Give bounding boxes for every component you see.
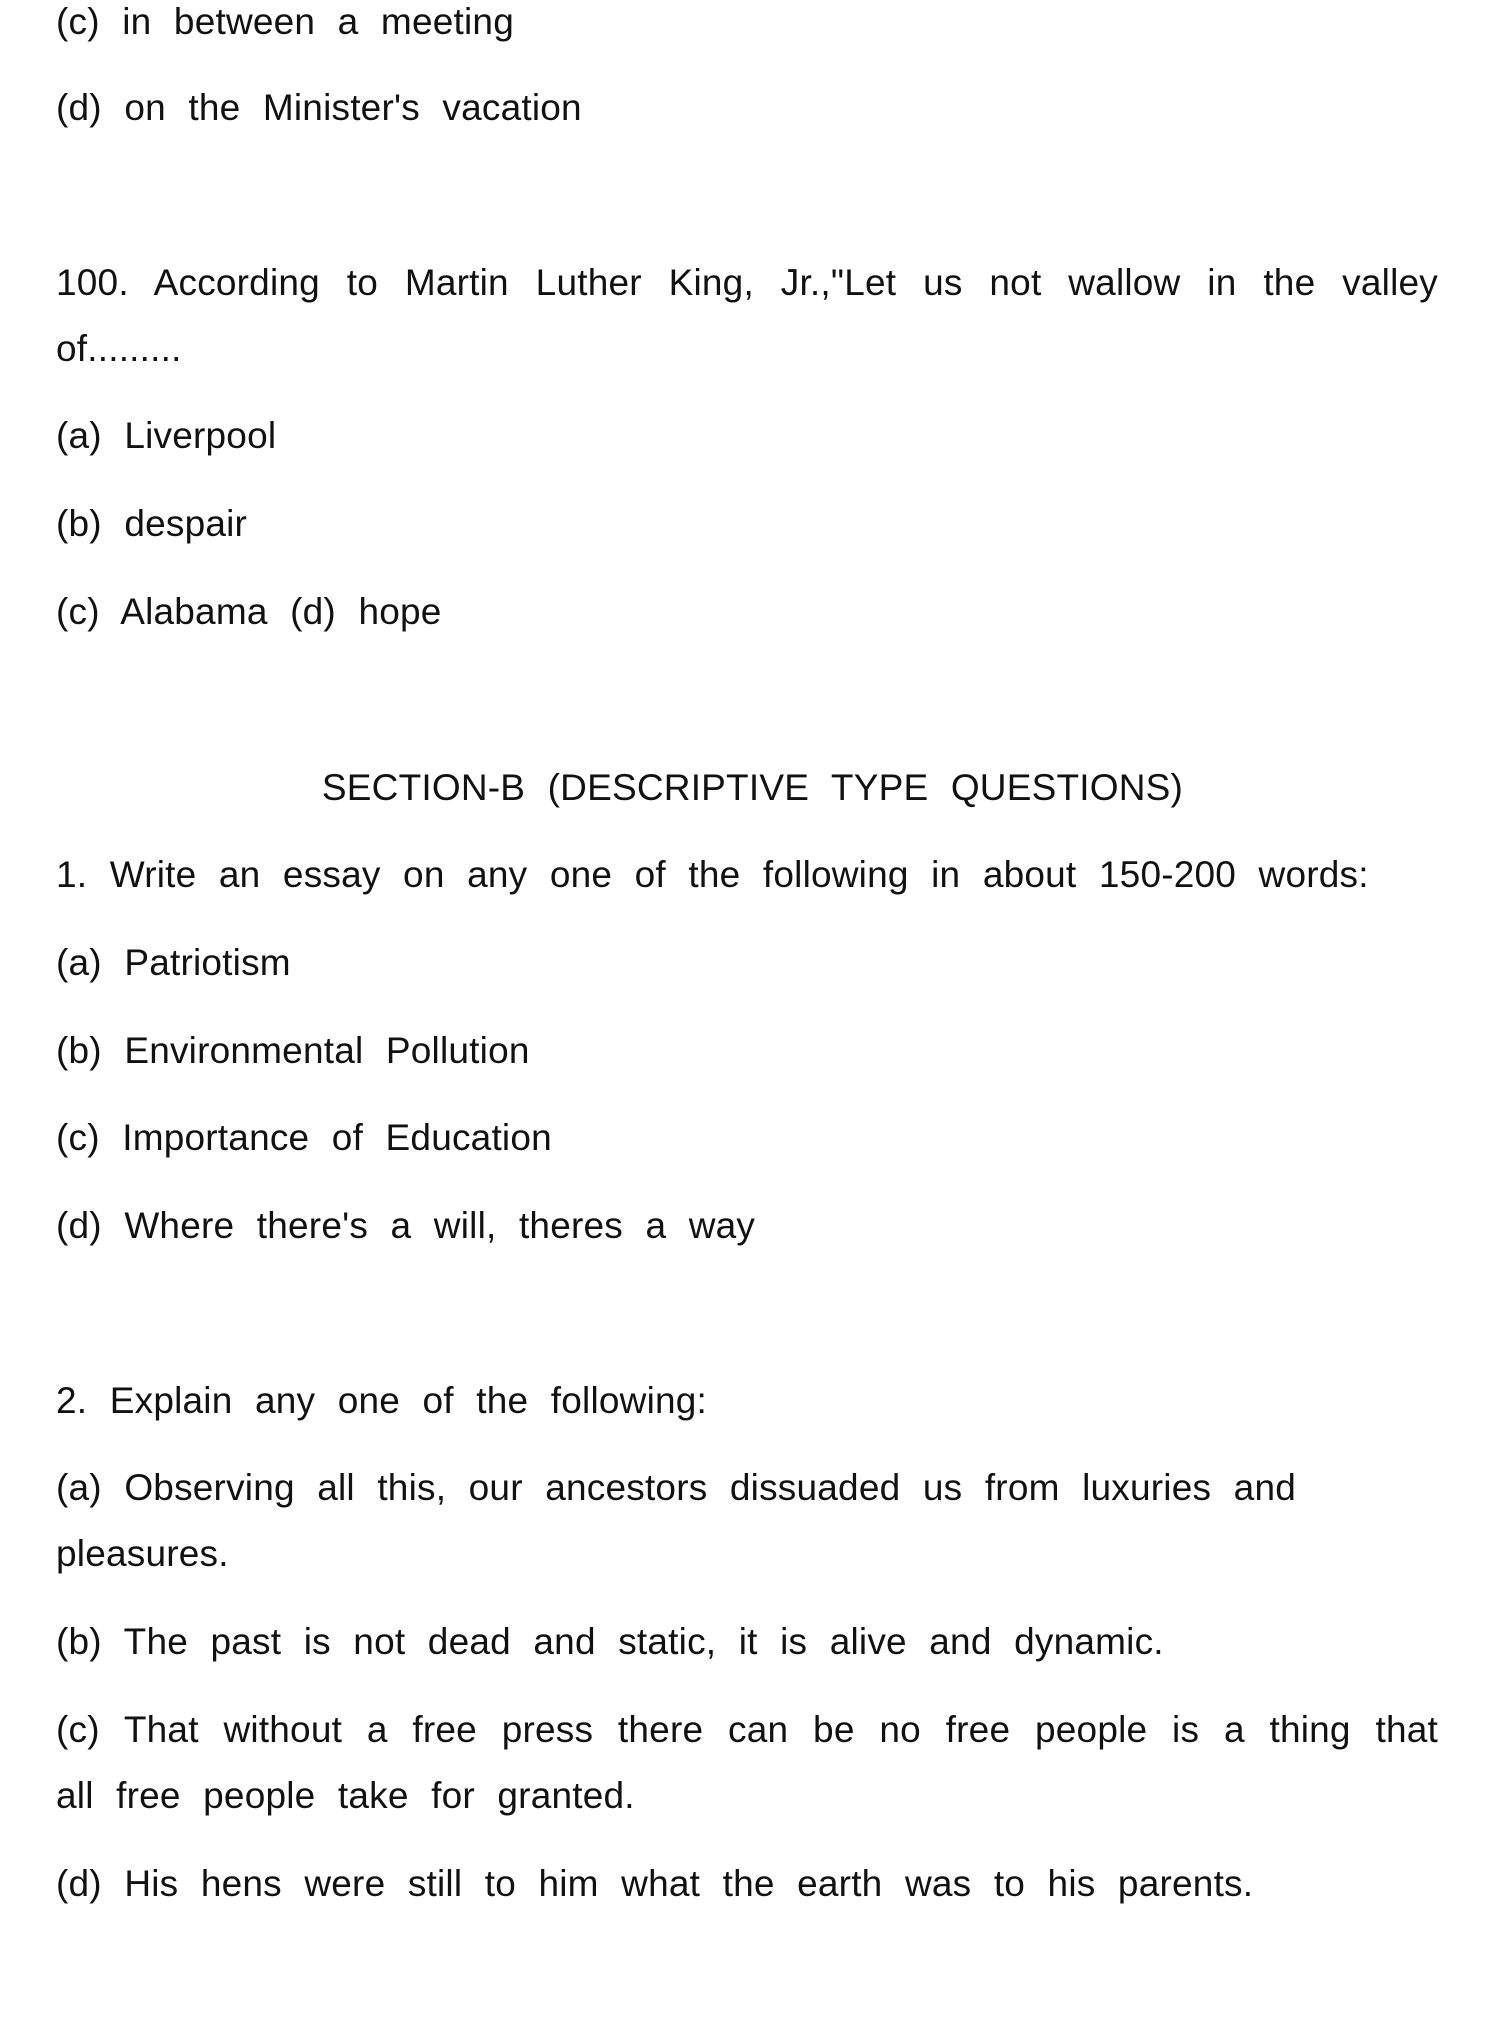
sb-q2-option-a-line2: pleasures. bbox=[56, 1533, 229, 1574]
question-prompt: Write an essay on any one of the following in about 150-200 words: bbox=[109, 854, 1369, 895]
option-text: The past is not dead and static, it is alive and dynamic. bbox=[123, 1621, 1164, 1662]
option-label: (a) bbox=[56, 942, 102, 983]
q100-option-b bbox=[56, 502, 247, 546]
option-label: (d) bbox=[56, 1205, 102, 1246]
sb-q1-option-d bbox=[56, 1204, 755, 1248]
option-label: (a) bbox=[56, 415, 102, 456]
option-text: Importance of Education bbox=[122, 1117, 552, 1158]
option-label: (b) bbox=[56, 1030, 102, 1071]
option-label: (b) bbox=[56, 1621, 102, 1662]
q100-options-c-d bbox=[56, 590, 442, 634]
option-label: (d) bbox=[56, 87, 102, 128]
question-number: 1. bbox=[56, 854, 88, 895]
sb-q2-option-a-line1 bbox=[56, 1466, 1296, 1510]
option-label: (c) bbox=[56, 1, 100, 42]
option-text: on the Minister's vacation bbox=[124, 87, 582, 128]
sb-q2-option-b bbox=[56, 1620, 1164, 1664]
option-text: That without a free press there can be no free people is a thing that bbox=[123, 1709, 1438, 1750]
option-text: Environmental Pollution bbox=[124, 1030, 530, 1071]
option-text: Liverpool bbox=[124, 415, 277, 456]
question-stem-continued: of......... bbox=[56, 328, 182, 369]
option-text: His hens were still to him what the earth was to his parents. bbox=[124, 1863, 1254, 1904]
sb-q2-option-c-line2: all free people take for granted. bbox=[56, 1775, 635, 1816]
option-text: Where there's a will, theres a way bbox=[124, 1205, 756, 1246]
sb-q1-option-b bbox=[56, 1029, 530, 1073]
option-label: (b) bbox=[56, 503, 102, 544]
option-label: (c) bbox=[56, 591, 100, 632]
sb-q2-option-c-line1 bbox=[56, 1708, 1438, 1752]
question-number: 100. bbox=[56, 262, 129, 303]
question-prompt: Explain any one of the following: bbox=[109, 1380, 708, 1421]
option-text: in between a meeting bbox=[122, 1, 514, 42]
sb-q2-prompt bbox=[56, 1379, 707, 1423]
q99-option-c bbox=[56, 0, 514, 44]
question-number: 2. bbox=[56, 1380, 88, 1421]
sb-q1-option-c bbox=[56, 1116, 552, 1160]
option-text: Observing all this, our ancestors dissuaded us from luxuries and bbox=[124, 1467, 1297, 1508]
option-text: Patriotism bbox=[124, 942, 291, 983]
option-text: hope bbox=[358, 591, 442, 632]
option-label: (c) bbox=[56, 1117, 100, 1158]
section-b-heading: SECTION-B (DESCRIPTIVE TYPE QUESTIONS) bbox=[321, 767, 1184, 808]
question-stem: According to Martin Luther King, Jr.,"Let us not wallow in the valley bbox=[153, 262, 1438, 303]
sb-q2-option-d bbox=[56, 1862, 1253, 1906]
sb-q1-option-a bbox=[56, 941, 291, 985]
option-label: (c) bbox=[56, 1709, 100, 1750]
q100-stem-line1 bbox=[56, 261, 1438, 305]
sb-q1-prompt bbox=[56, 853, 1369, 897]
q100-stem-line2 bbox=[56, 327, 182, 371]
q100-option-a bbox=[56, 414, 276, 458]
option-label: (d) bbox=[290, 591, 336, 632]
option-label: (d) bbox=[56, 1863, 102, 1904]
q99-option-d bbox=[56, 86, 582, 130]
option-text: Alabama bbox=[120, 591, 268, 632]
option-label: (a) bbox=[56, 1467, 102, 1508]
option-text: despair bbox=[124, 503, 248, 544]
